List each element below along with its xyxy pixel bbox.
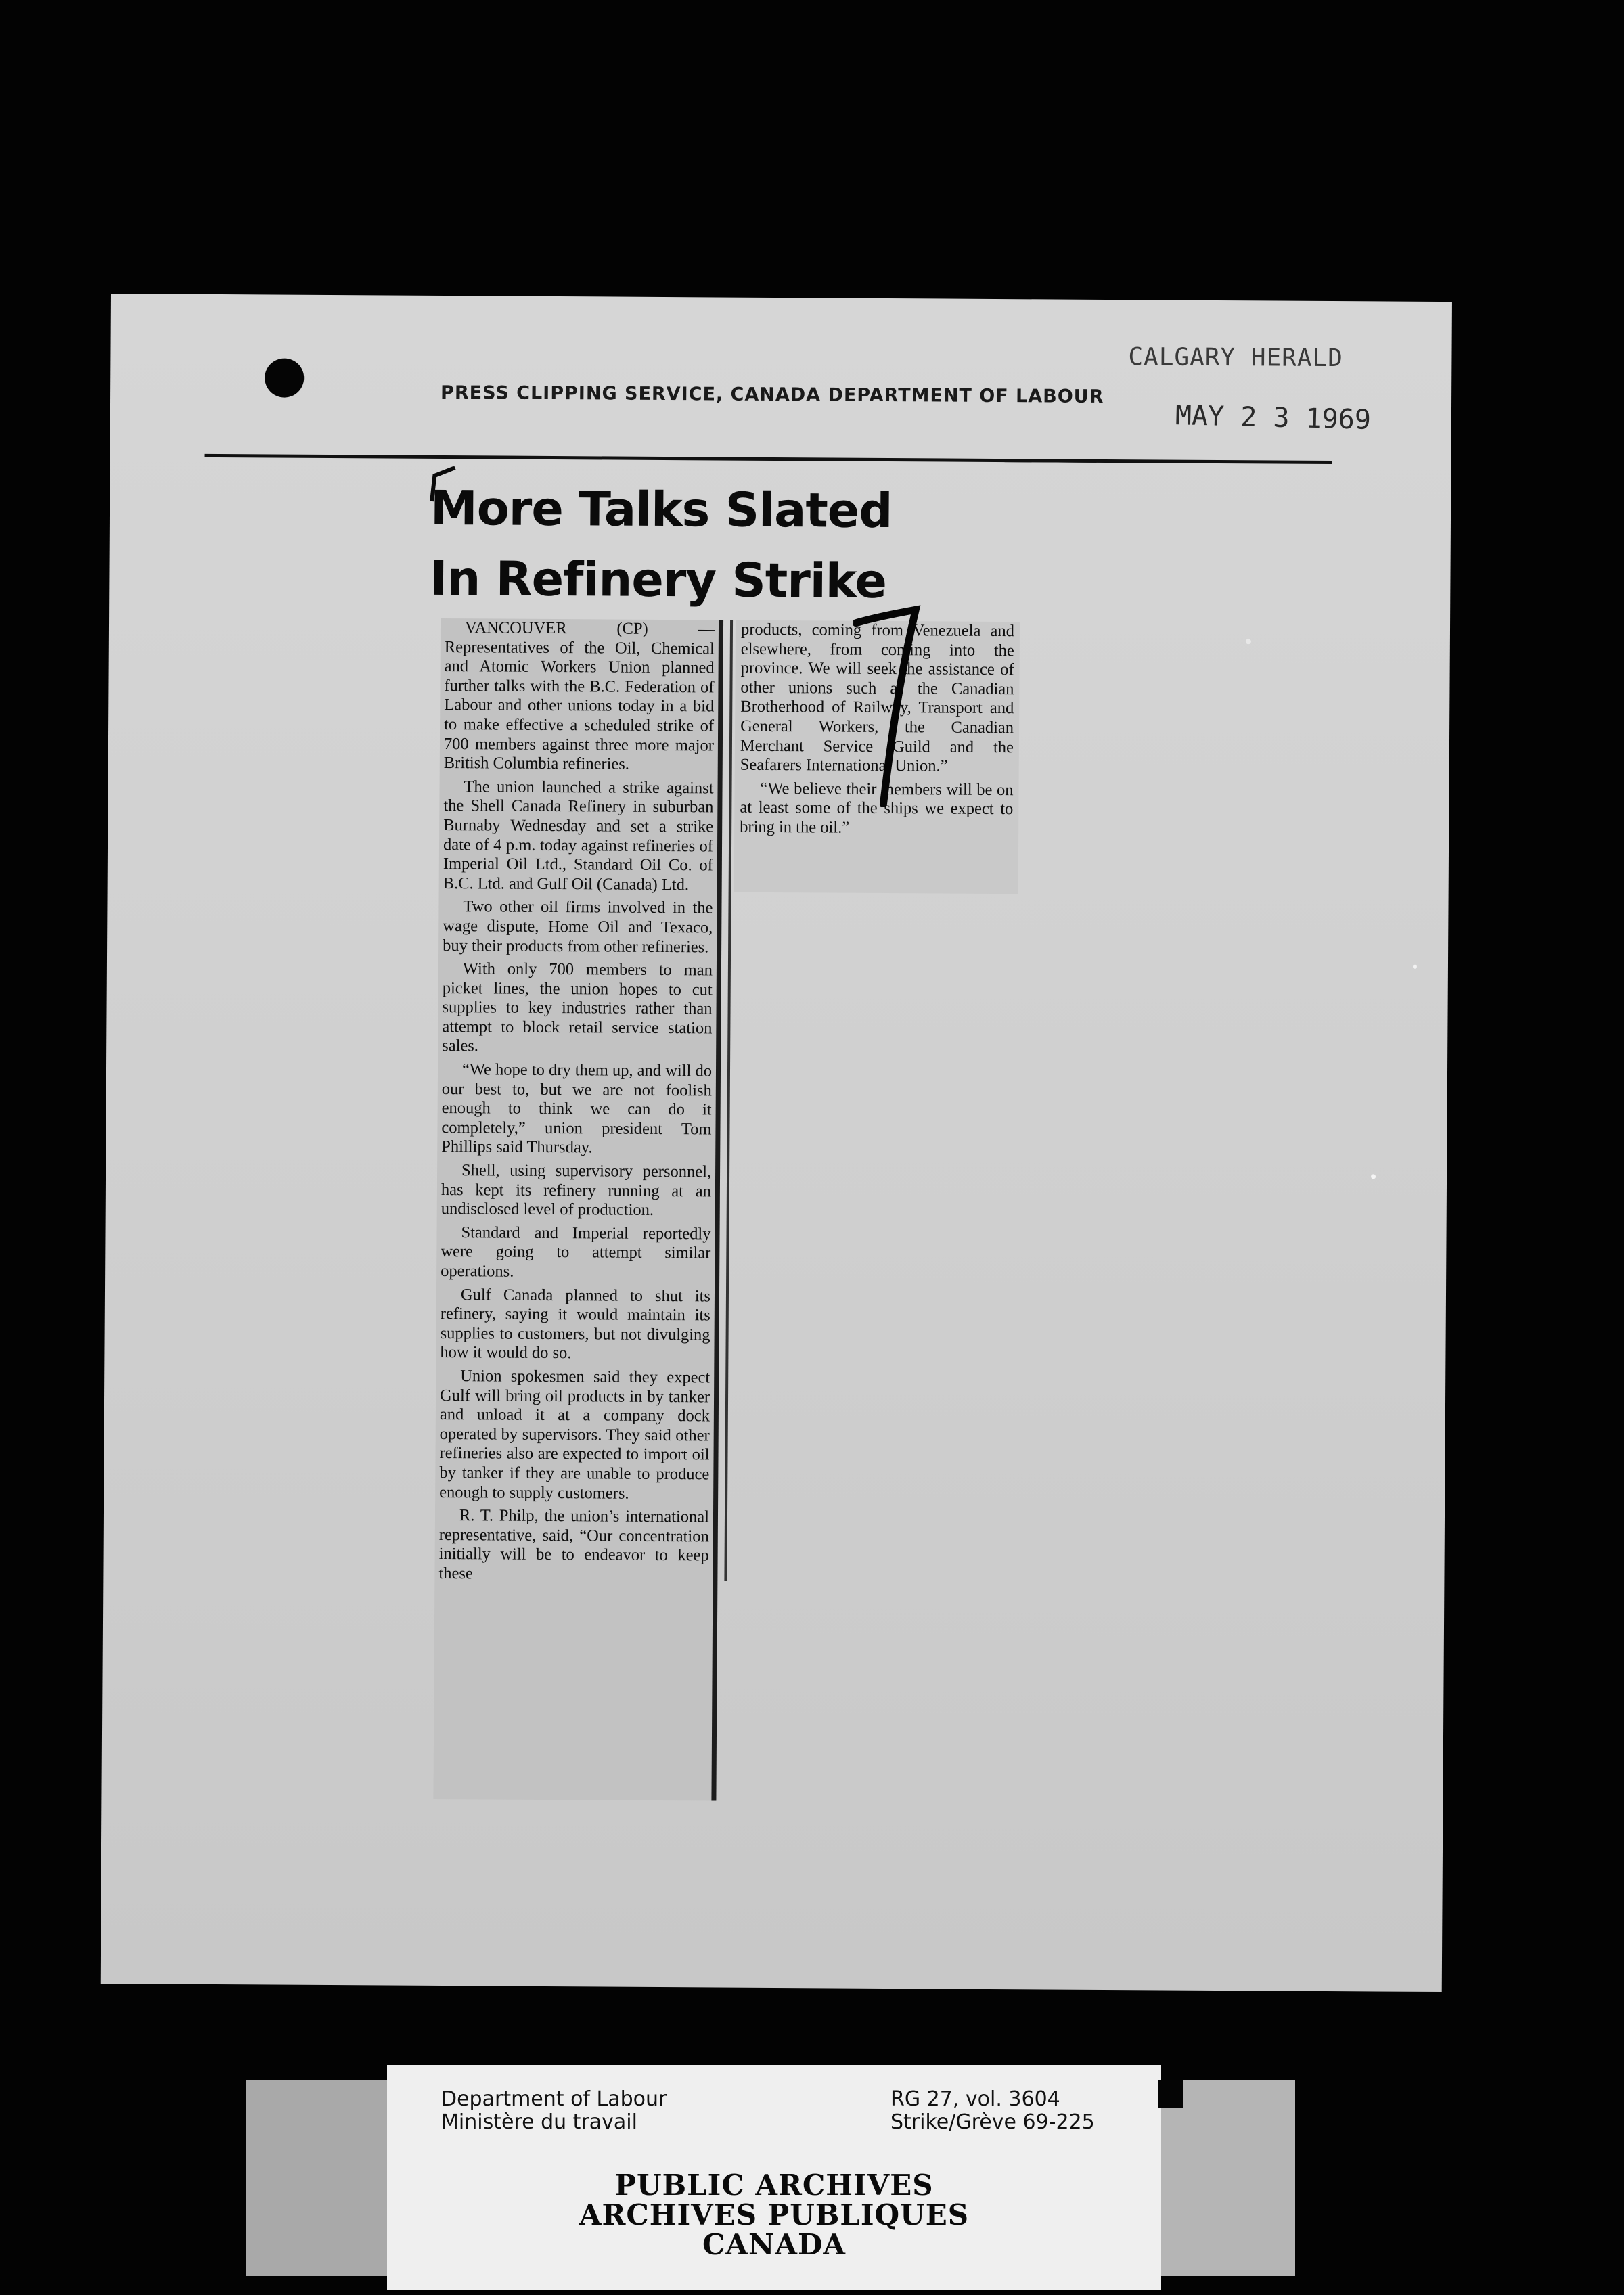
article-paragraph: Standard and Imperial reportedly were going to attempt similar operations. xyxy=(441,1223,711,1281)
newspaper-clipping xyxy=(420,466,1014,1807)
label-dept-en: Department of Labour xyxy=(441,2087,667,2111)
punch-hole xyxy=(265,358,304,397)
label-holder-left-tab xyxy=(246,2080,391,2276)
article-paragraph: R. T. Philp, the union’s international representative, said, “Our concentration initially will be to endeavor to keep these xyxy=(438,1506,710,1583)
article-paragraph: Shell, using supervisory personnel, has kept its refinery running at an undisclosed level of production. xyxy=(441,1161,712,1220)
clipping-sheet xyxy=(101,294,1452,1992)
article-paragraph: Two other oil firms involved in the wage dispute, Home Oil and Texaco, buy their products from other refineries. xyxy=(443,897,713,956)
header-rule-left xyxy=(205,454,1097,463)
paper-speck xyxy=(1371,1174,1376,1179)
article-paragraph: Gulf Canada planned to shut its refinery, saying it would maintain its supplies to customers, but not divulging how it would do so. xyxy=(440,1285,711,1363)
article-paragraph: With only 700 members to man picket lines, the union hopes to cut supplies to key industries rather than attempt to block retail service station sales. xyxy=(442,959,713,1055)
archives-title-country: CANADA xyxy=(702,2228,846,2261)
label-holder-right-tab xyxy=(1160,2080,1295,2276)
press-clipping-service-header: PRESS CLIPPING SERVICE, CANADA DEPARTMENT OF LABOUR xyxy=(441,382,1104,407)
article-paragraph: The union launched a strike against the Shell Canada Refinery in suburban Burnaby Wednesday and set a strike date of 4 p.m. today against refineries of Imperial Oil Ltd., Standard Oil Co. of B.C. Ltd. and Gulf Oil (Canada) Ltd. xyxy=(443,777,714,894)
clipping-date-stamp: MAY 2 3 1969 xyxy=(1175,400,1372,436)
header-rule-right xyxy=(1005,459,1332,464)
article-headline xyxy=(430,473,1012,617)
label-reference-file: Strike/Grève 69-225 xyxy=(890,2110,1095,2134)
paper-speck xyxy=(1246,639,1251,644)
article-paragraph: “We believe their members will be on at least some of the ships we expect to bring in the oil.” xyxy=(740,779,1014,837)
label-dept-fr: Ministère du travail xyxy=(441,2110,637,2134)
handwritten-mark xyxy=(852,604,921,808)
article-column-left xyxy=(433,618,723,1801)
column-divider xyxy=(724,620,733,1581)
headline-line-1: More Talks Slated xyxy=(430,480,893,539)
newspaper-name-stamp: CALGARY HERALD xyxy=(1128,343,1344,373)
archives-title-fr: ARCHIVES PUBLIQUES xyxy=(579,2198,970,2231)
label-holder-notch xyxy=(1158,2080,1183,2108)
article-paragraph: Union spokesmen said they expect Gulf will bring oil products in by tanker and unload it at a company dock operated by supervisors. They said other refineries also are expected to import oil by tanker if they are unable to produce enough to supply customers. xyxy=(439,1367,710,1503)
paper-speck xyxy=(1413,965,1417,969)
article-paragraph: VANCOUVER (CP) — Representatives of the Oil, Chemical and Atomic Workers Union planned further talks with the B.C. Federation of Labour and other unions today in a bid to make effective a scheduled strike of 700 members against three more major British Columbia refineries. xyxy=(443,618,715,773)
archives-title-en: PUBLIC ARCHIVES xyxy=(614,2168,934,2202)
article-paragraph: “We hope to dry them up, and will do our best to, but we are not foolish enough to think we can do it completely,” union president Tom Phillips said Thursday. xyxy=(441,1060,713,1157)
label-reference-volume: RG 27, vol. 3604 xyxy=(890,2087,1060,2111)
headline-line-2: In Refinery Strike xyxy=(430,550,887,610)
article-paragraph: products, coming from Venezuela and elsewhere, from coming into the province. We will seek the assistance of other unions such as the Canadian Brotherhood of Railway, Transport and General Workers, the Canadian Merchant Service Guild and the Seafarers International Union.” xyxy=(740,620,1015,775)
